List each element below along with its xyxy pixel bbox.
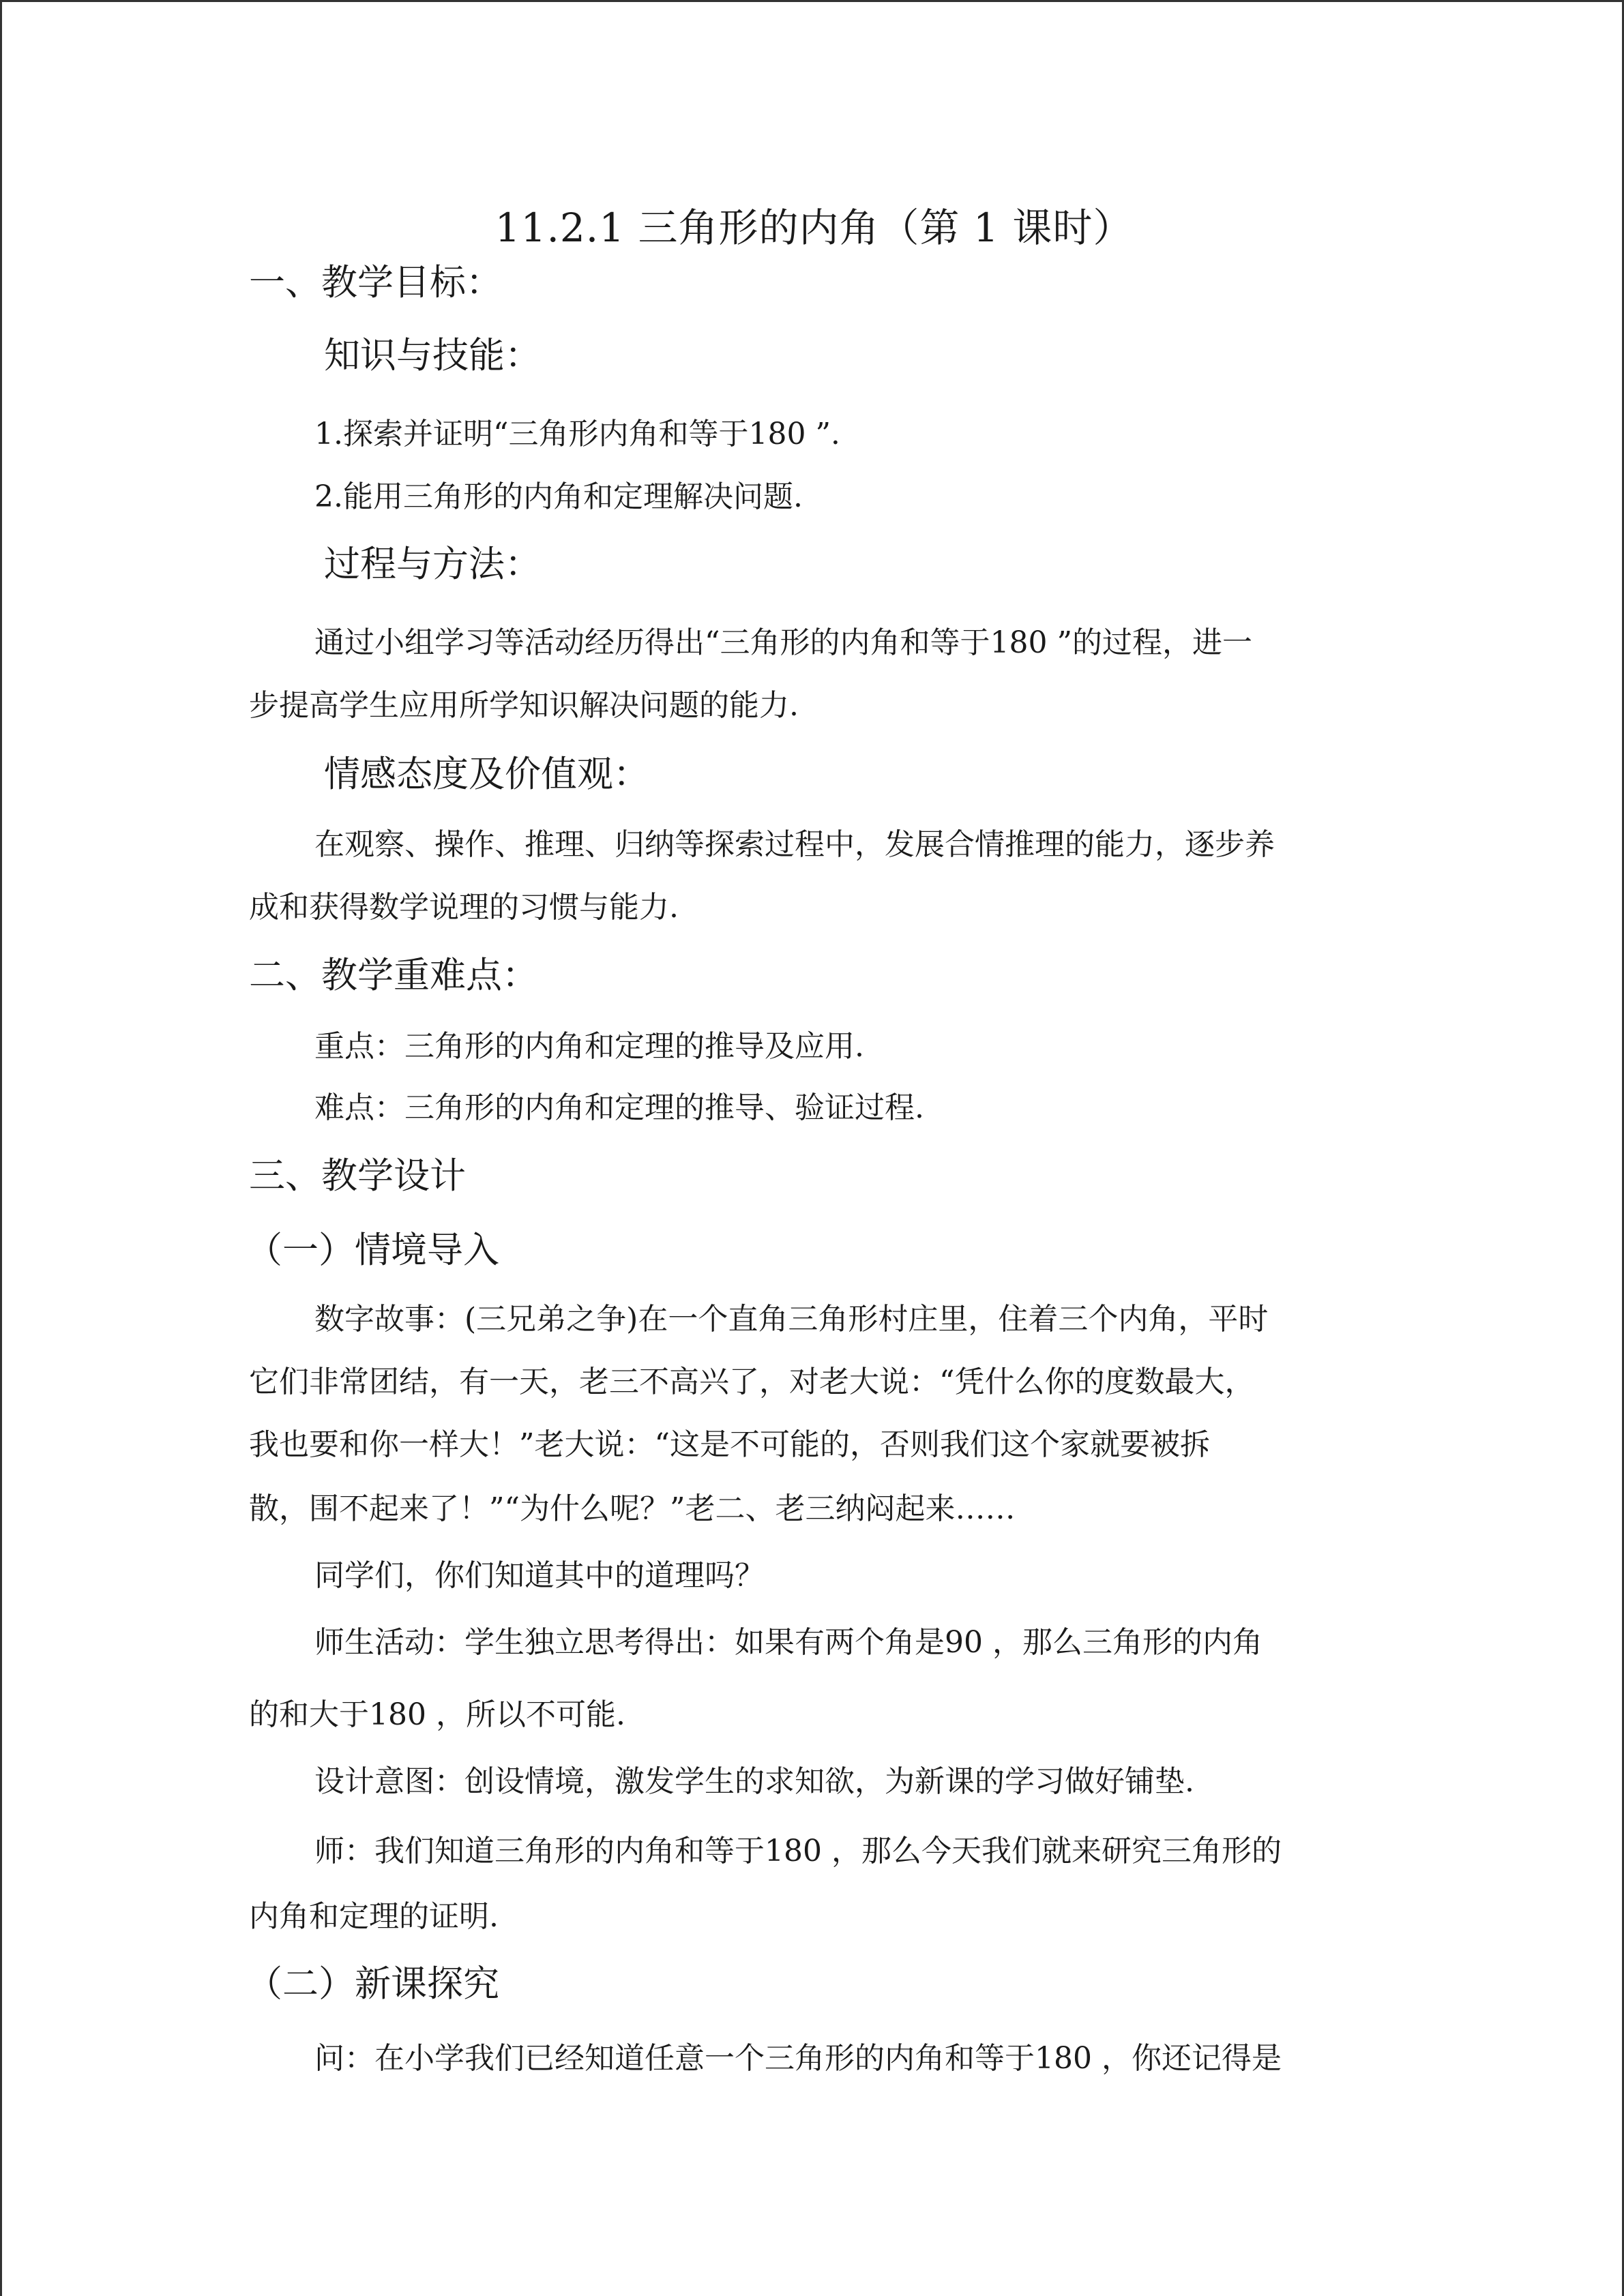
story-line-4: 散，围不起来了！”“为什么呢？”老二、老三纳闷起来…… — [249, 1491, 1016, 1526]
process-paragraph-line-2: 步提高学生应用所学知识解决问题的能力. — [249, 688, 799, 723]
knowledge-item-1: 1.探索并证明“三角形内角和等于180 ”. — [314, 417, 840, 451]
design-intent: 设计意图：创设情境，激发学生的求知欲，为新课的学习做好铺垫. — [314, 1764, 1194, 1799]
story-line-2: 它们非常团结，有一天，老三不高兴了，对老大说：“凭什么你的度数最大， — [249, 1365, 1255, 1399]
activity-line-1: 师生活动：学生独立思考得出：如果有两个角是90 ，那么三角形的内角 — [314, 1625, 1263, 1660]
emotion-heading: 情感态度及价值观： — [324, 754, 649, 795]
story-line-3: 我也要和你一样大！”老大说：“这是不可能的，否则我们这个家就要被拆 — [249, 1427, 1210, 1462]
keypoints-heading: 二、教学重难点： — [249, 955, 538, 996]
teacher-line-1: 师：我们知道三角形的内角和等于180 ，那么今天我们就来研究三角形的 — [314, 1834, 1282, 1868]
key-point: 重点：三角形的内角和定理的推导及应用. — [314, 1029, 864, 1064]
process-paragraph-line-1: 通过小组学习等活动经历得出“三角形的内角和等于180 ”的过程，进一 — [314, 625, 1252, 660]
difficult-point: 难点：三角形的内角和定理的推导、验证过程. — [314, 1090, 924, 1125]
objectives-heading: 一、教学目标： — [249, 262, 502, 303]
knowledge-heading: 知识与技能： — [324, 335, 541, 376]
explore-heading: （二）新课探究 — [246, 1963, 499, 2005]
process-heading: 过程与方法： — [324, 543, 541, 585]
emotion-paragraph-line-2: 成和获得数学说理的习惯与能力. — [249, 890, 679, 925]
knowledge-item-2: 2.能用三角形的内角和定理解决问题. — [314, 479, 803, 514]
emotion-paragraph-line-1: 在观察、操作、推理、归纳等探索过程中，发展合情推理的能力，逐步养 — [314, 827, 1275, 862]
teacher-line-2: 内角和定理的证明. — [249, 1899, 499, 1934]
question-line-1: 问：在小学我们已经知道任意一个三角形的内角和等于180 ，你还记得是 — [314, 2041, 1282, 2076]
document-title: 11.2.1 三角形的内角（第 1 课时） — [494, 205, 1134, 251]
design-heading: 三、教学设计 — [249, 1155, 466, 1197]
activity-line-2: 的和大于180 ，所以不可能. — [249, 1697, 625, 1732]
story-line-1: 数字故事：(三兄弟之争)在一个直角三角形村庄里，住着三个内角，平时 — [314, 1302, 1269, 1337]
intro-heading: （一）情境导入 — [246, 1229, 499, 1271]
students-question: 同学们，你们知道其中的道理吗？ — [314, 1558, 765, 1593]
